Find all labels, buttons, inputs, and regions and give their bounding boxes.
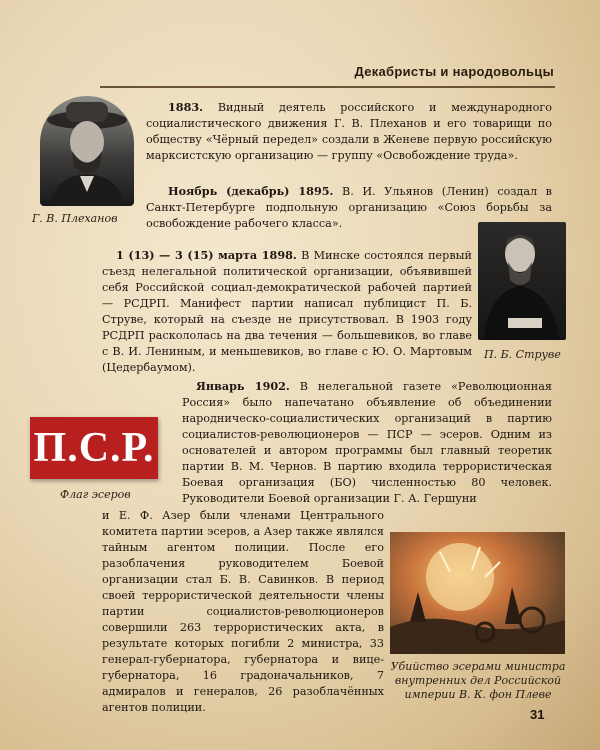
entry-1883-text: Видный деятель российского и международного социалистического движения Г. В. Плеханов и его товарищи по обществу «Чёрный передел» создали в Женеве первую российскую марксистскую организацию — группу «Освобождение труда».	[146, 101, 552, 162]
entry-1902-text-2: и Е. Ф. Азер были членами Центрального комитета партии эсеров, а Азер также являлся тайным агентом полиции. После его разоблачения руководителем Боевой организации стал Б. В. Савинков. В период своей террористической деятельности члены партии социалистов-революционеров совершили 263 террористических акта, в результате которых погибли 2 министра, 33 генерал-губернатора, губернатора и вице-губернатора, 16 градоначальников, 7 адмиралов и генералов, 26 разоблачённых агентов полиции.	[102, 509, 384, 714]
entry-1895-text: В. И. Ульянов (Ленин) создал в Санкт-Петербурге подпольную организацию «Союз борьбы за освобождение рабочего класса».	[146, 185, 552, 230]
entry-1902-bottom	[102, 508, 384, 716]
entry-1883	[146, 99, 552, 164]
caption-plekhanov: Г. В. Плеханов	[32, 212, 118, 225]
painting-scene	[390, 532, 565, 654]
caption-painting: Убийство эсерами министра внутренних дел Российской империи В. К. фон Плеве	[390, 660, 566, 701]
entry-1898-date: 1 (13) — 3 (15) марта 1898.	[116, 248, 297, 262]
psr-flag-text: П.С.Р.	[33, 425, 155, 471]
entry-1895-date: Ноябрь (декабрь) 1895.	[168, 184, 334, 198]
entry-1902-text-1: В нелегальной газете «Революционная Россия» было напечатано объявление об объединении народническо-социалистических организаций в партию социалистов-революционеров — ПСР — эсеров. Одним из основателей и автором программы был главный теоретик партии В. М. Чернов. В партию входила террористическая Боевая организация (БО) численностью 80 человек. Руководители Боевой организации Г. А. Гершуни	[182, 380, 552, 505]
entry-1902-date: Январь 1902.	[196, 379, 290, 393]
header-rule	[100, 86, 555, 88]
plehve-assassination-painting	[390, 532, 565, 654]
psr-flag	[30, 417, 158, 479]
struve-portrait	[478, 222, 566, 340]
struve-figure	[478, 222, 566, 340]
caption-struve: П. Б. Струве	[484, 348, 561, 361]
entry-1902-top	[182, 378, 552, 507]
entry-1898	[102, 247, 472, 376]
caption-flag: Флаг эсеров	[60, 488, 131, 501]
running-header: Декабристы и народовольцы	[354, 64, 554, 79]
page-number: 31	[530, 707, 545, 722]
plekhanov-portrait	[40, 96, 134, 206]
plekhanov-figure	[40, 96, 134, 206]
entry-1898-text: В Минске состоялся первый съезд нелегальной политической организации, объявившей себя Российской социал-демократической рабочей партией — РСДРП. Манифест партии написал публицист П. Б. Струве, который на съезде не присутствовал. В 1903 году РСДРП раскололась на два течения — большевиков, во главе с В. И. Лениным, и меньшевиков, во главе с Ю. О. Мартовым (Цедербаумом).	[102, 249, 473, 374]
entry-1883-date: 1883.	[168, 100, 204, 114]
